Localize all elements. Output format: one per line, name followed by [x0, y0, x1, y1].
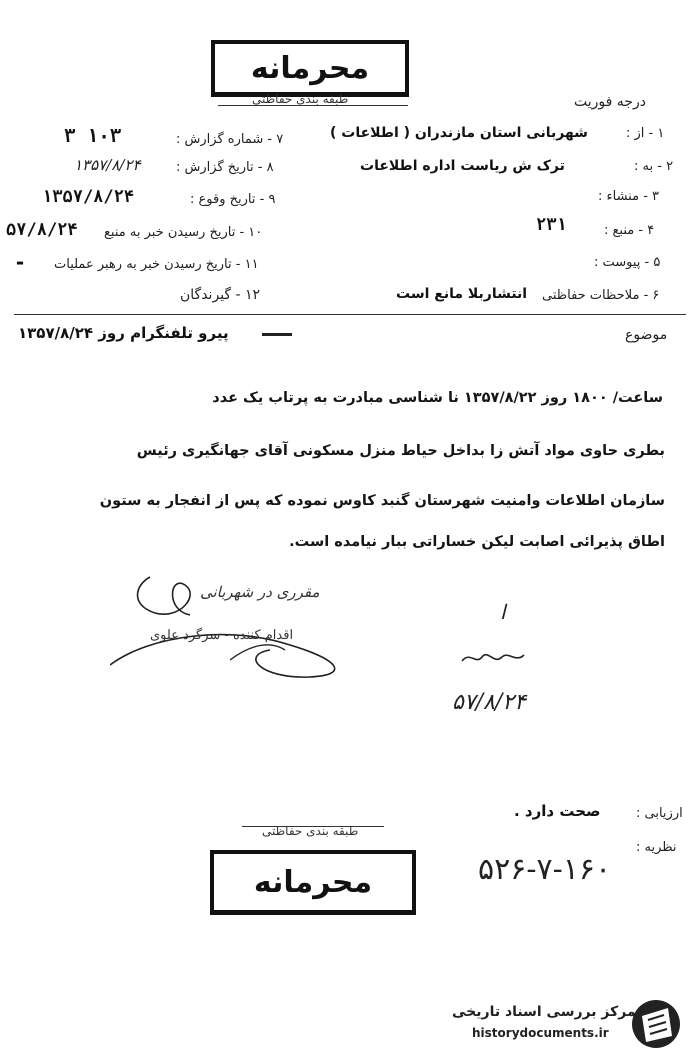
body-line-1: ساعت/ ۱۸۰۰ روز ۱۳۵۷/۸/۲۲ نا شناسی مبادرت به پرتاب یک عدد — [212, 390, 663, 406]
classification-label-bottom: طبقه بندی حفاظتی — [262, 824, 359, 838]
notes-value: انتشاربلا مانع است — [396, 286, 528, 302]
evaluation-value: صحت دارد . — [514, 802, 601, 820]
to-value: ترک ش ریاست اداره اطلاعات — [360, 158, 565, 174]
body-line-3: سازمان اطلاعات وامنیت شهرستان گنبد کاوس نموده که پس از انفجار به ستون — [99, 493, 665, 509]
source-value: ۲۳۱ — [536, 215, 567, 235]
body-line-2: بطری حاوی مواد آتش زا بداخل حیاط منزل مسکونی آقای جهانگیری رئیس — [136, 443, 665, 459]
logo-name: مرکز بررسی اسناد تاریخی — [452, 1004, 636, 1020]
archive-logo-icon — [628, 998, 684, 1050]
archive-number: ۵۲۶-۷-۱۶۰ — [478, 852, 612, 887]
handwritten-note: مقرری در شهربانی — [200, 583, 320, 601]
source-receipt-date-value: ۵۷/۸/۲۴ — [6, 220, 78, 240]
source-label: ۴ - منبع : — [604, 223, 655, 238]
source-receipt-date-label: ۱۰ - تاریخ رسیدن خبر به منبع — [104, 225, 263, 240]
classification-label-top: طبقه بندی حفاظتی — [252, 92, 349, 106]
signature-line: اقدام کننده - سرگرد علوی — [150, 628, 294, 643]
opinion-label: نظریه : — [636, 840, 677, 855]
logo-url: historydocuments.ir — [472, 1026, 609, 1040]
classification-stamp-top: محرمانه — [211, 40, 409, 97]
occurrence-date-label: ۹ - تاریخ وقوع : — [190, 192, 276, 207]
body-line-4: اطاق پذیرائی اصابت لیکن خساراتی ببار نیامده است. — [289, 534, 665, 550]
divider — [218, 105, 408, 106]
handwritten-initials — [458, 643, 528, 673]
from-value: شهربانی استان مازندران ( اطلاعات ) — [330, 125, 588, 141]
attachment-label: ۵ - پیوست : — [594, 255, 661, 270]
handwritten-mark: ا — [500, 600, 506, 624]
evaluation-label: ارزیابی : — [636, 806, 683, 821]
strikeout-mark — [262, 333, 292, 336]
subject-value: پیرو تلفنگرام روز ۱۳۵۷/۸/۲۴ — [18, 324, 229, 342]
report-number-label: ۷ - شماره گزارش : — [176, 132, 284, 147]
report-number-value: ۳ ۱۰۳ — [64, 125, 122, 147]
to-label: ۲ - به : — [634, 159, 674, 174]
signature-scribble — [110, 565, 360, 685]
recipients-label: ۱۲ - گیرندگان — [180, 287, 261, 303]
leader-receipt-date-label: ۱۱ - تاریخ رسیدن خبر به رهبر عملیات — [54, 257, 259, 272]
report-date-label: ۸ - تاریخ گزارش : — [176, 160, 274, 175]
urgency-label: درجه فوریت — [574, 94, 646, 110]
classification-stamp-bottom: محرمانه — [210, 850, 416, 915]
occurrence-date-value: ۱۳۵۷/۸/۲۴ — [42, 187, 135, 207]
header-divider — [14, 314, 686, 315]
origin-label: ۳ - منشاء : — [598, 189, 660, 204]
leader-receipt-date-value: - — [14, 250, 29, 274]
handwritten-date: ۵۷/۸/۲۴ — [452, 690, 526, 715]
notes-label: ۶ - ملاحظات حفاظتی — [542, 288, 660, 303]
report-date-value: ۱۳۵۷/۸/۲۴ — [74, 156, 141, 174]
from-label: ۱ - از : — [626, 126, 665, 141]
subject-label: موضوع — [625, 327, 668, 343]
